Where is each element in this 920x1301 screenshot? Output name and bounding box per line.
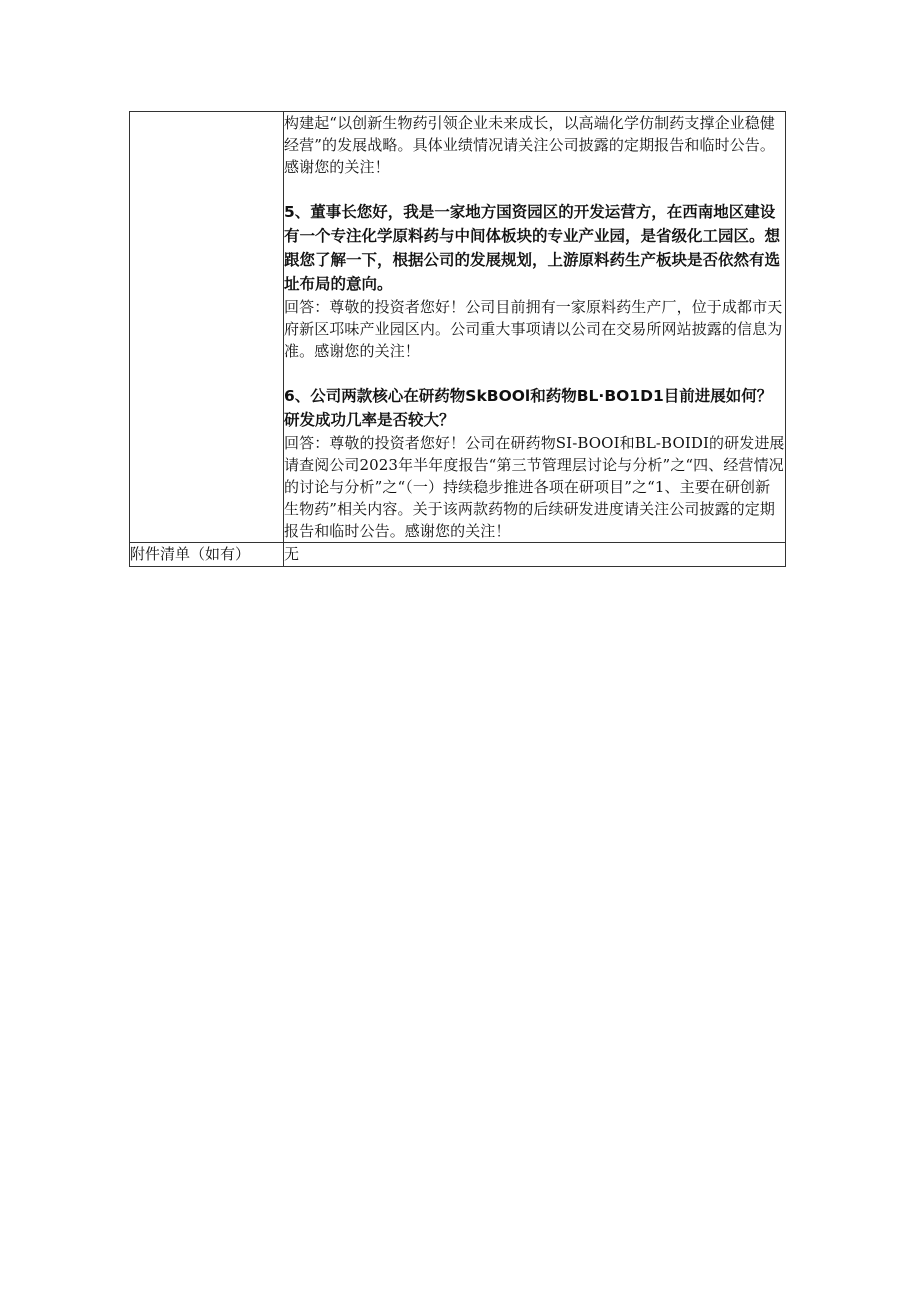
row-label-cell	[130, 112, 284, 543]
attachment-label: 附件清单（如有）	[130, 543, 284, 567]
attachment-row	[130, 543, 786, 567]
question-6: 6、公司两款核心在研药物SkBOOl和药物BL·BO1D1目前进展如何？研发成功几率是否较大？	[284, 387, 773, 429]
qa-row	[130, 112, 786, 543]
attachment-value: 无	[284, 543, 786, 567]
qa-content-cell	[284, 112, 786, 543]
answer-5: 回答：尊敬的投资者您好！公司目前拥有一家原料药生产厂，位于成都市天府新区邛味产业园区内。公司重大事项请以公司在交易所网站披露的信息为准。感谢您的关注！	[284, 298, 783, 360]
answer-6: 回答：尊敬的投资者您好！公司在研药物SI-BOOI和BL-BOIDI的研发进展请查阅公司2023年半年度报告“第三节管理层讨论与分析”之“四、经营情况的讨论与分析”之“（一）持续稳步推进各项在研项目”之“1、主要在研创新生物药”相关内容。关于该两款药物的后续研发进度请关注公司披露的定期报告和临时公告。感谢您的关注！	[284, 434, 785, 540]
question-5: 5、董事长您好，我是一家地方国资园区的开发运营方，在西南地区建设有一个专注化学原料药与中间体板块的专业产业园，是省级化工园区。想跟您了解一下，根据公司的发展规划，上游原料药生产板块是否依然有选址布局的意向。	[284, 203, 781, 293]
investor-relations-table	[129, 111, 786, 567]
strategy-paragraph: 构建起“以创新生物药引领企业未来成长，以高端化学仿制药支撑企业稳健经营”的发展战略。具体业绩情况请关注公司披露的定期报告和临时公告。感谢您的关注！	[284, 114, 775, 176]
